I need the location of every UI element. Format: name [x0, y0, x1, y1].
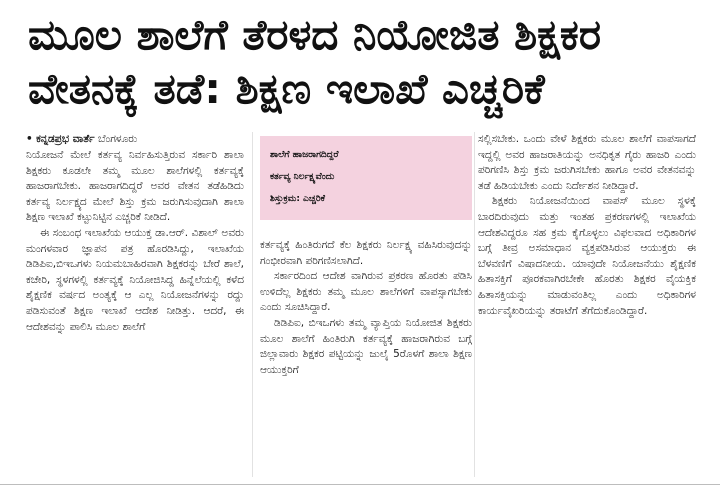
byline-bullet: •: [26, 133, 33, 145]
byline-publication: ಕನ್ನಡಪ್ರಭ ವಾರ್ತೆ: [36, 133, 95, 145]
article-column-1: [26, 132, 244, 479]
headline-line-2: ವೇತನಕ್ಕೆ ತಡೆ: ಶಿಕ್ಷಣ ಇಲಾಖೆ ಎಚ್ಚರಿಕೆ: [28, 64, 545, 113]
pull-quote-line: ಶಿಸ್ತುಕ್ರಮ: ಎಚ್ಚರಿಕೆ: [270, 194, 326, 204]
column-divider: [474, 132, 475, 477]
column-divider: [252, 132, 253, 477]
paragraph: ಡಿಡಿಪಿಐ, ಬಿಇಒಗಳು ತಮ್ಮ ವ್ಯಾಪ್ತಿಯ ನಿಯೋಜಿತ ಶಿಕ್ಷಕರು ಮೂಲ ಶಾಲೆಗೆ ಹಿಂತಿರುಗಿ ಕರ್ತವ್ಯಕ್ಕೆ ಹಾಜರಾಗಿರುವ ಬಗ್ಗೆ ಜಿಲ್ಲಾವಾರು ಶಿಕ್ಷಕರ ಪಟ್ಟಿಯನ್ನು ಜುಲೈ 5ರೊಳಗೆ ಶಾಲಾ ಶಿಕ್ಷಣ ಆಯುಕ್ತರಿಗೆ: [260, 316, 472, 376]
pull-quote-line: ಶಾಲೆಗೆ ಹಾಜರಾಗದಿದ್ದರೆ: [270, 150, 339, 160]
article-headline: [28, 8, 698, 116]
pull-quote-line: ಕರ್ತವ್ಯ ನಿರ್ಲಕ್ಷ್ಯವೆಂದು: [270, 172, 335, 182]
byline-place: ಬೆಂಗಳೂರು: [97, 133, 138, 145]
article-column-3: [478, 132, 696, 479]
byline: [26, 132, 244, 146]
bottom-divider: [0, 484, 720, 485]
article-column-2: [260, 136, 472, 479]
headline-line-1: ಮೂಲ ಶಾಲೆಗೆ ತೆರಳದ ನಿಯೋಜಿತ ಶಿಕ್ಷಕರ: [28, 10, 602, 59]
pull-quote-box: [260, 136, 472, 220]
paragraph: ಕರ್ತವ್ಯಕ್ಕೆ ಹಿಂತಿರುಗದೆ ಕೆಲ ಶಿಕ್ಷಕರು ನಿರ್ಲಕ್ಷ್ಯ ವಹಿಸಿರುವುದನ್ನು ಗಂಭೀರವಾಗಿ ಪರಿಗಣಿಸಲಾಗಿದೆ.: [260, 239, 472, 267]
paragraph: ಶಿಕ್ಷಕರು ನಿಯೋಜನೆಯಿಂದ ವಾಪಸ್ ಮೂಲ ಸ್ಥಳಕ್ಕೆ ಬಾರದಿರುವುದು ಮತ್ತು ಇಂತಹ ಪ್ರಕರಣಗಳಲ್ಲಿ ಇಲಾಖೆಯ ಆದೇಶವಿದ್ದರೂ ಸಹ ಕ್ರಮ ಕೈಗೊಳ್ಳಲು ವಿಫಲವಾದ ಅಧಿಕಾರಿಗಳ ಬಗ್ಗೆ ತೀವ್ರ ಅಸಮಾಧಾನ ವ್ಯಕ್ತಪಡಿಸಿರುವ ಆಯುಕ್ತರು ಈ ಬೆಳವಣಿಗೆ ವಿಷಾದನೀಯ. ಯಾವುದೇ ನಿಯೋಜನೆಯು ಶೈಕ್ಷಣಿಕ ಹಿತಾಸಕ್ತಿಗೆ ಪೂರಕವಾಗಿರಬೇಕೇ ಹೊರತು ಶಿಕ್ಷಕರ ವೈಯಕ್ತಿಕ ಹಿತಾಸಕ್ತಿಯನ್ನು ಮಾಡುವಂತಿಲ್ಲ ಎಂದು ಅಧಿಕಾರಿಗಳ ಕಾರ್ಯವೈಖರಿಯನ್ನು ತರಾಟೆಗೆ ತೆಗೆದುಕೊಂಡಿದ್ದಾರೆ.: [478, 195, 696, 317]
paragraph: ನಿಯೋಜನೆ ಮೇಲೆ ಕರ್ತವ್ಯ ನಿರ್ವಹಿಸುತ್ತಿರುವ ಸರ್ಕಾರಿ ಶಾಲಾ ಶಿಕ್ಷಕರು ಕೂಡಲೇ ತಮ್ಮ ಮೂಲ ಶಾಲೆಗಳಲ್ಲಿ ಕರ್ತವ್ಯಕ್ಕೆ ಹಾಜರಾಗಬೇಕು. ಹಾಜರಾಗದಿದ್ದರೆ ಅವರ ವೇತನ ತಡೆಹಿಡಿದು ಕರ್ತವ್ಯ ನಿರ್ಲಕ್ಷ್ಯದ ಮೇಲೆ ಶಿಸ್ತು ಕ್ರಮ ಜರುಗಿಸುವುದಾಗಿ ಶಾಲಾ ಶಿಕ್ಷಣ ಇಲಾಖೆ ಕಟ್ಟುನಿಟ್ಟಿನ ಎಚ್ಚರಿಕೆ ನೀಡಿದೆ.: [26, 149, 244, 224]
paragraph: ಈ ಸಂಬಂಧ ಇಲಾಖೆಯ ಆಯುಕ್ತ ಡಾ.ಆರ್. ವಿಶಾಲ್ ಅವರು ಮಂಗಳವಾರ ಜ್ಞಾಪನ ಪತ್ರ ಹೊರಡಿಸಿದ್ದು, ಇಲಾಖೆಯ ಡಿಡಿಪಿಐ,ಬಿಇಒಗಳು ನಿಯಮಬಾಹಿರವಾಗಿ ಶಿಕ್ಷಕರನ್ನು ಬೇರೆ ಶಾಲೆ, ಕಚೇರಿ, ಸ್ಥಳಗಳಲ್ಲಿ ಕರ್ತವ್ಯಕ್ಕೆ ನಿಯೋಜಿಸಿದ್ದ ಹಿನ್ನೆಲೆಯಲ್ಲಿ ಕಳೆದ ಶೈಕ್ಷಣಿಕ ವರ್ಷದ ಅಂತ್ಯಕ್ಕೆ ಆ ಎಲ್ಲ ನಿಯೋಜನೆಗಳನ್ನು ರದ್ದು ಪಡಿಸುವಂತೆ ಶಿಕ್ಷಣ ಇಲಾಖೆ ಆದೇಶ ನೀಡಿತ್ತು. ಆದರೆ, ಈ ಆದೇಶವನ್ನು ಪಾಲಿಸಿ ಮೂಲ ಶಾಲೆಗೆ: [26, 226, 244, 333]
paragraph: ಸರ್ಕಾರದಿಂದ ಆದೇಶ ವಾಗಿರುವ ಪ್ರಕರಣ ಹೊರತು ಪಡಿಸಿ ಉಳಿದೆಲ್ಲ ಶಿಕ್ಷಕರು ತಮ್ಮ ಮೂಲ ಶಾಲೆಗಳಿಗೆ ವಾಪಸ್ಸಾಗಬೇಕು ಎಂದು ಸೂಚಿಸಿದ್ದಾರೆ.: [260, 270, 472, 314]
paragraph: ಸಲ್ಲಿಸಬೇಕು. ಒಂದು ವೇಳೆ ಶಿಕ್ಷಕರು ಮೂಲ ಶಾಲೆಗೆ ವಾಪಸಾಗದೆ ಇದ್ದಲ್ಲಿ ಅವರ ಹಾಜರಾತಿಯನ್ನು ಅನಧಿಕೃತ ಗೈರು ಹಾಜರಿ ಎಂದು ಪರಿಗಣಿಸಿ ಶಿಸ್ತು ಕ್ರಮ ಜರುಗಿಸಬೇಕು ಹಾಗೂ ಅವರ ವೇತನವನ್ನು ತಡೆ ಹಿಡಿಯಬೇಕು ಎಂದು ನಿರ್ದೇಶನ ನೀಡಿದ್ದಾರೆ.: [478, 133, 696, 192]
